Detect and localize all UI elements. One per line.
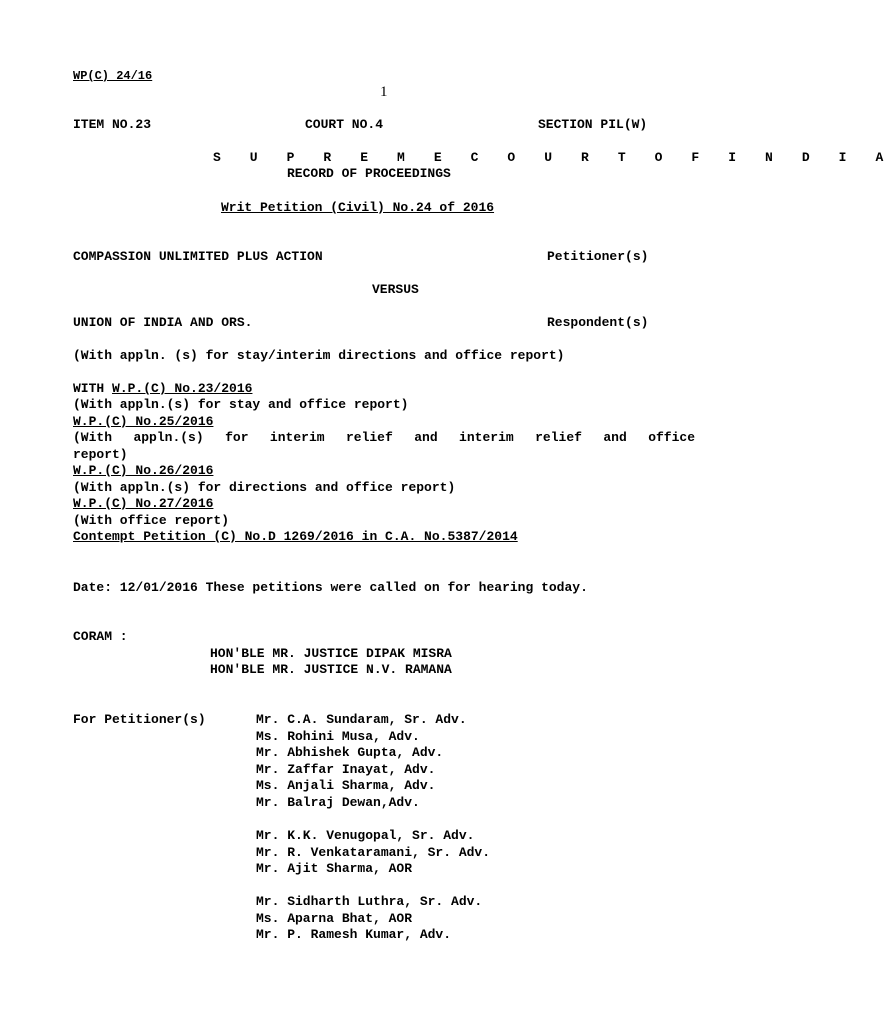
counsel-name: Mr. Sidharth Luthra, Sr. Adv. [256,894,483,909]
court-name: S U P R E M E C O U R T O F I N D I A [213,150,894,165]
record-of-proceedings: RECORD OF PROCEEDINGS [287,166,451,181]
counsel-name: Mr. Zaffar Inayat, Adv. [256,762,436,777]
respondent-role: Respondent(s) [547,315,649,330]
counsel-name: Mr. Abhishek Gupta, Adv. [256,745,444,760]
wp26-link: W.P.(C) No.26/2016 [73,463,214,478]
counsel-name: Mr. K.K. Venugopal, Sr. Adv. [256,828,475,843]
wp25-application-line1: (With appln.(s) for interim relief and interim relief and office [73,430,695,445]
petitioner-name: COMPASSION UNLIMITED PLUS ACTION [73,249,323,264]
wp27-link: W.P.(C) No.27/2016 [73,496,214,511]
respondent-name: UNION OF INDIA AND ORS. [73,315,253,330]
wp25-link: W.P.(C) No.25/2016 [73,414,214,429]
item-number: ITEM NO.23 [73,117,152,132]
judge-name: HON'BLE MR. JUSTICE DIPAK MISRA [210,646,452,661]
counsel-name: Mr. R. Venkataramani, Sr. Adv. [256,845,491,860]
wp23-link: W.P.(C) No.23/2016 [112,381,253,396]
wp23-application: (With appln.(s) for stay and office report) [73,397,409,412]
case-reference: WP(C) 24/16 [73,69,153,83]
section-label: SECTION PIL(W) [538,117,648,132]
court-number: COURT NO.4 [305,117,384,132]
wp27-application: (With office report) [73,513,230,528]
counsel-name: Mr. P. Ramesh Kumar, Adv. [256,927,452,942]
counsel-name: Ms. Rohini Musa, Adv. [256,729,420,744]
wp26-application: (With appln.(s) for directions and office report) [73,480,456,495]
counsel-name: Ms. Anjali Sharma, Adv. [256,778,436,793]
judge-name: HON'BLE MR. JUSTICE N.V. RAMANA [210,662,452,677]
case-title: Writ Petition (Civil) No.24 of 2016 [221,200,495,215]
counsel-name: Mr. C.A. Sundaram, Sr. Adv. [256,712,467,727]
main-application: (With appln. (s) for stay/interim directions and office report) [73,348,565,363]
counsel-name: Mr. Ajit Sharma, AOR [256,861,413,876]
page-number: 1 [380,84,388,100]
petitioner-role: Petitioner(s) [547,249,649,264]
with-prefix: WITH [73,381,113,396]
counsel-name: Ms. Aparna Bhat, AOR [256,911,413,926]
wp25-application-line2: report) [73,447,128,462]
for-petitioners-label: For Petitioner(s) [73,712,206,727]
contempt-petition: Contempt Petition (C) No.D 1269/2016 in C.A. No.5387/2014 [73,529,518,544]
with-line [73,381,252,397]
counsel-name: Mr. Balraj Dewan,Adv. [256,795,420,810]
coram-label: CORAM : [73,629,128,644]
hearing-date: Date: 12/01/2016 These petitions were called on for hearing today. [73,580,588,595]
versus-label: VERSUS [372,282,419,297]
